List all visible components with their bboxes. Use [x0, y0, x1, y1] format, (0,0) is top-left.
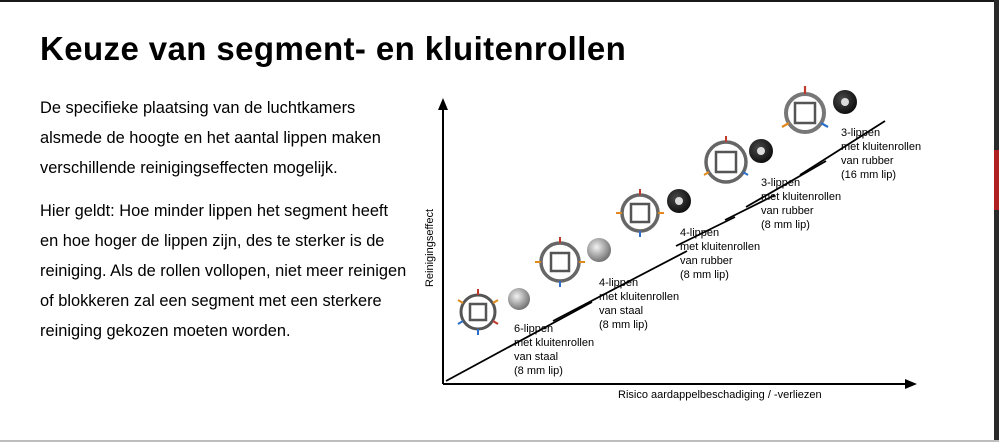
clod-roller-steel-1 [508, 288, 530, 310]
three-lip-segment-wheel-icon [782, 86, 828, 132]
four-lip-segment-wheel-icon [616, 189, 664, 237]
steel-clod-roller-icon [508, 288, 530, 310]
step-2-label: 4-lippen met kluitenrollen van staal (8 mm lip) [599, 277, 680, 331]
steel-clod-roller-icon [587, 238, 611, 262]
step-4-label: 3-lippen met kluitenrollen van rubber (8 mm lip) [761, 177, 842, 231]
clod-roller-rubber-2 [749, 139, 773, 163]
x-axis [443, 379, 917, 389]
clod-roller-rubber-1 [667, 189, 691, 213]
step-1-label: 6-lippen met kluitenrollen van staal (8 mm lip) [514, 323, 595, 377]
four-lip-segment-wheel-icon [535, 237, 585, 287]
segment-wheel-3-lip-16mm [782, 86, 828, 132]
diagonal-trend-lines [446, 121, 885, 381]
three-lip-segment-wheel-icon [704, 136, 748, 182]
rubber-clod-roller-icon [667, 189, 691, 213]
segment-wheel-6-lip [458, 289, 498, 335]
rubber-clod-roller-icon [833, 90, 857, 114]
paragraph-1: De specifieke plaatsing van de luchtkamers alsmede de hoogte en het aantal lippen maken verschillende reinigingseffecten mogelijk. [40, 99, 381, 177]
y-axis-label: Reinigingseffect [424, 208, 436, 288]
rubber-clod-roller-icon [749, 139, 773, 163]
x-axis-label: Risico aardappelbeschadiging / -verliezen [618, 389, 822, 401]
step-5-label: 3-lippen met kluitenrollen van rubber (16 mm lip) [841, 127, 922, 181]
step-3-label: 4-lippen met kluitenrollen van rubber (8 mm lip) [680, 227, 761, 281]
paragraph-2: Hier geldt: Hoe minder lippen het segment heeft en hoe hoger de lippen zijn, des te sterker is de reiniging. Als de rollen vollopen, niet meer reinigen of blokkeren zal een segment met een sterkere reiniging gekozen moeten worden. [40, 202, 407, 340]
clod-roller-rubber-3 [833, 90, 857, 114]
page-title: Keuze van segment- en kluitenrollen [40, 30, 627, 67]
segment-wheel-4-lip-rubber [616, 189, 664, 237]
clod-roller-steel-2 [587, 238, 611, 262]
segment-wheel-4-lip-steel [535, 237, 585, 287]
six-lip-segment-wheel-icon [458, 289, 498, 335]
segment-wheel-3-lip-8mm [704, 136, 748, 182]
y-axis [438, 98, 448, 384]
